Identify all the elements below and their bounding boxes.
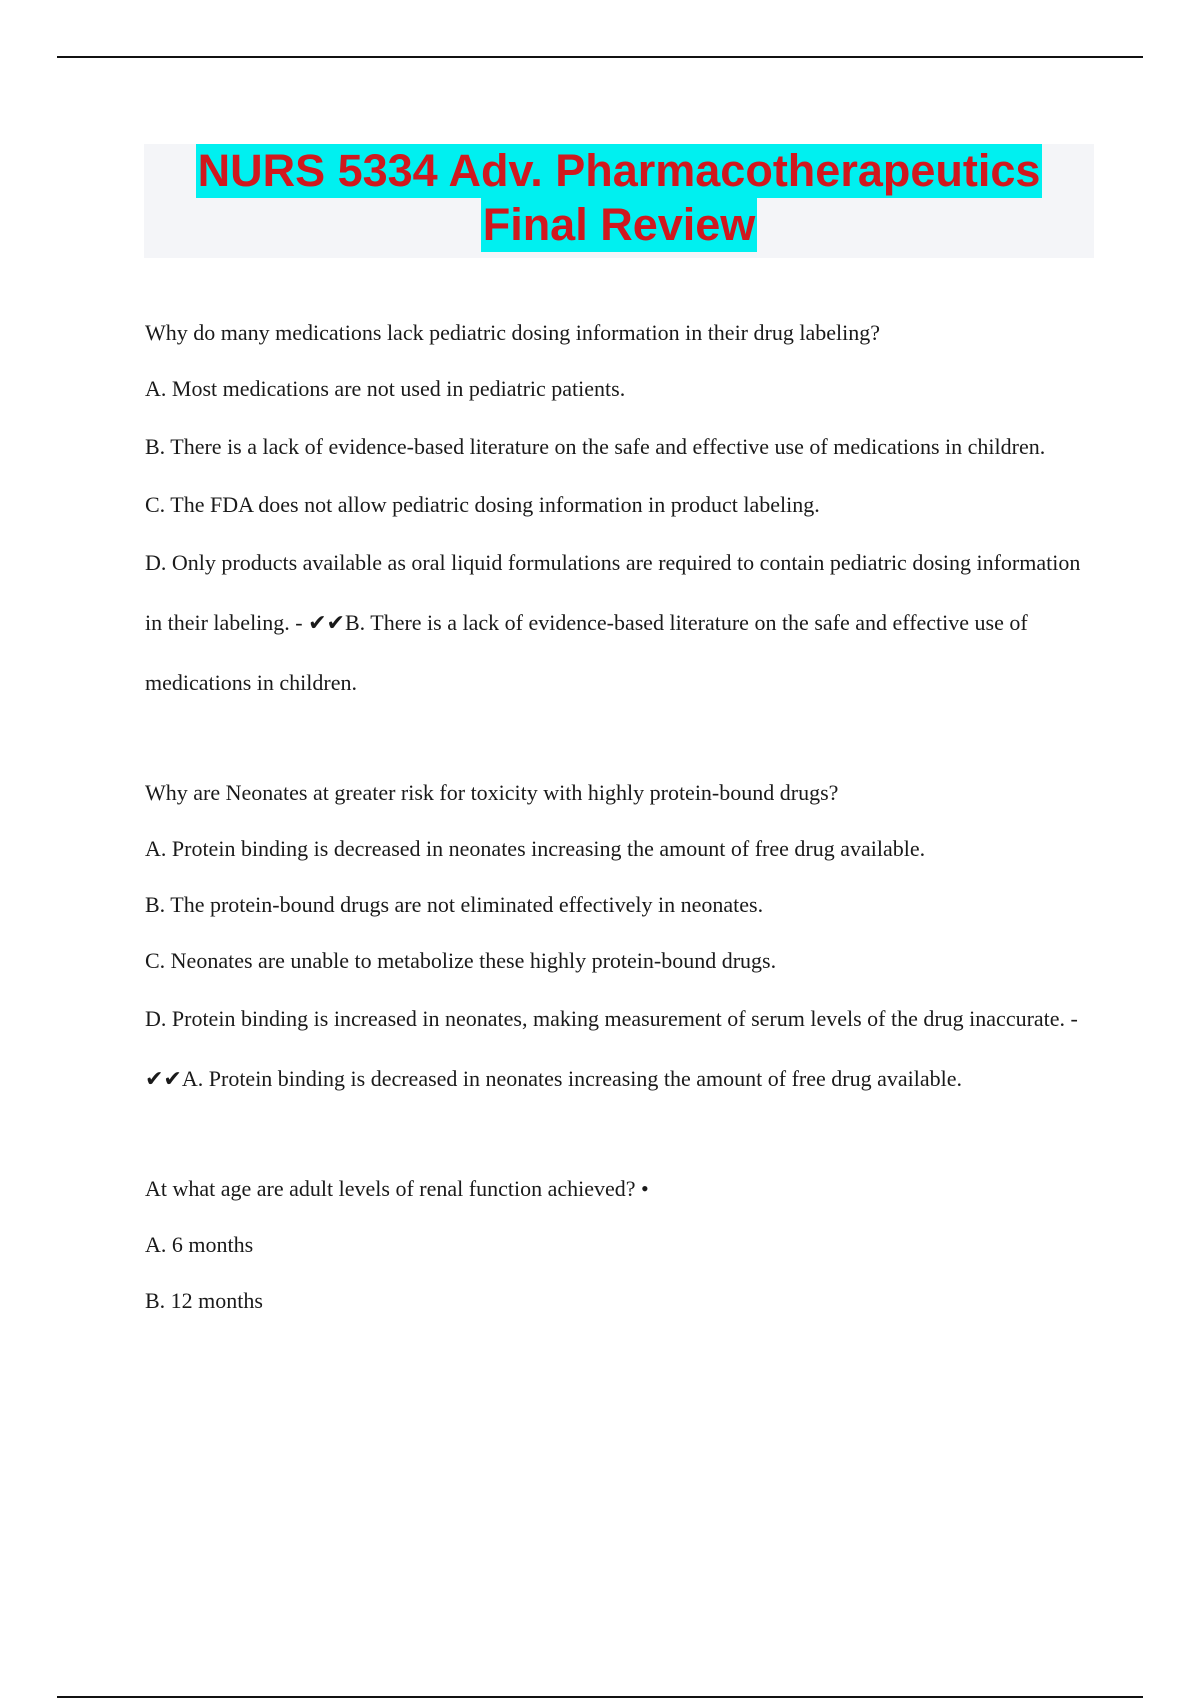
answer-option: A. Most medications are not used in pediatric patients. <box>145 376 626 401</box>
answer-option: A. 6 months <box>145 1232 254 1257</box>
question-text: Why are Neonates at greater risk for toxicity with highly protein-bound drugs? <box>145 780 839 805</box>
answer-option-with-key: D. Only products available as oral liquid formulations are required to contain pediatric dosing information in their labeling. - ✔✔B. There is a lack of evidence-based literature on the safe and effective use of medications in children. <box>145 550 1081 695</box>
answer-option-with-key: D. Protein binding is increased in neonates, making measurement of serum levels of the drug inaccurate. - ✔✔A. Protein binding is decreased in neonates increasing the amount of free drug available. <box>145 1006 1078 1091</box>
answer-option: B. 12 months <box>145 1288 263 1313</box>
answer-option: A. Protein binding is decreased in neonates increasing the amount of free drug available. <box>145 836 926 861</box>
question-block-1 <box>145 305 1095 713</box>
question-block-3 <box>145 1161 1095 1329</box>
question-list <box>145 305 1095 1329</box>
bottom-rule <box>57 1696 1143 1698</box>
answer-option: B. The protein-bound drugs are not eliminated effectively in neonates. <box>145 892 764 917</box>
question-text: Why do many medications lack pediatric dosing information in their drug labeling? <box>145 320 880 345</box>
document-title-line-1: NURS 5334 Adv. Pharmacotherapeutics <box>197 145 1041 196</box>
answer-option: C. Neonates are unable to metabolize these highly protein-bound drugs. <box>145 948 777 973</box>
top-rule <box>57 56 1143 58</box>
answer-option: C. The FDA does not allow pediatric dosing information in product labeling. <box>145 492 820 517</box>
document-title-box <box>144 144 1094 258</box>
answer-option: B. There is a lack of evidence-based literature on the safe and effective use of medications in children. <box>145 434 1046 459</box>
question-block-2 <box>145 765 1095 1109</box>
document-title-line-2: Final Review <box>482 199 756 250</box>
question-text: At what age are adult levels of renal function achieved? • <box>145 1176 649 1201</box>
